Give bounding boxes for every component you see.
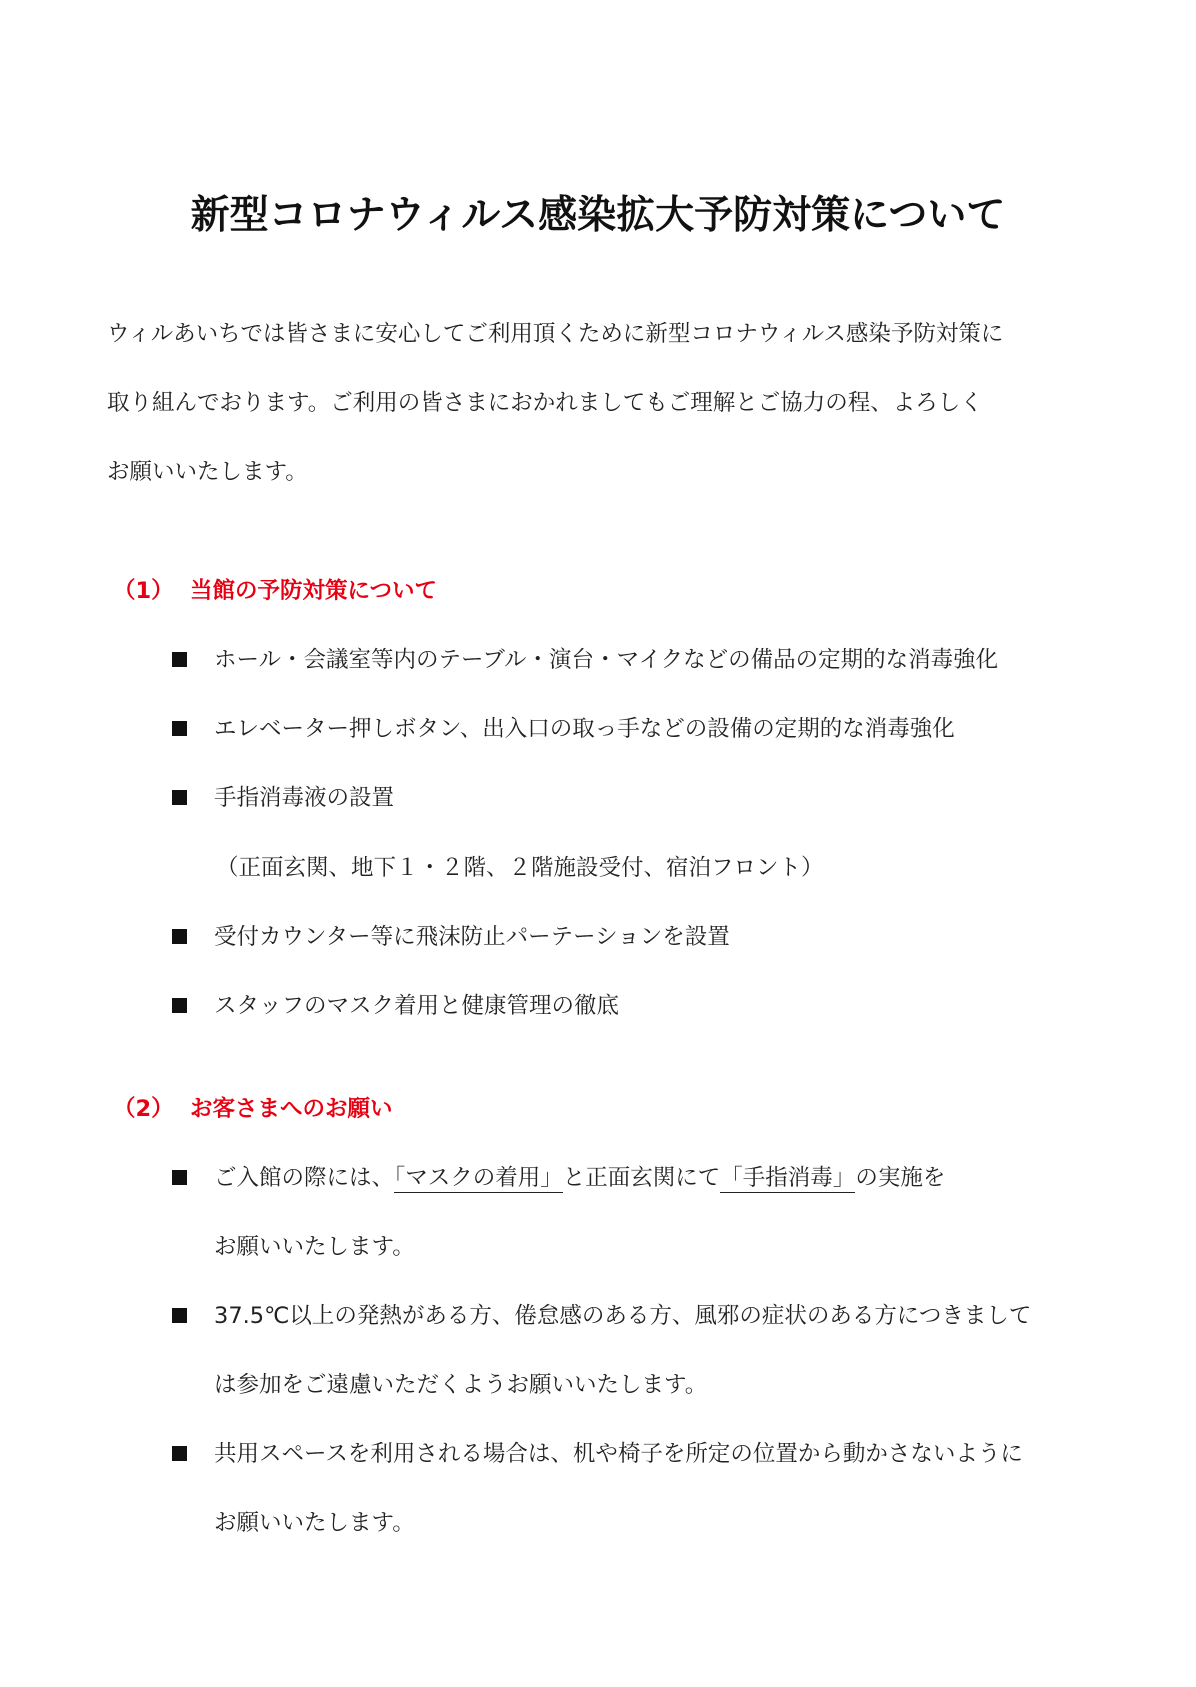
square-bullet-icon [172, 1308, 187, 1323]
intro-line-1: ウィルあいちでは皆さまに安心してご利用頂くために新型コロナウィルス感染予防対策に [107, 321, 1004, 347]
list-item-continuation: お願いいたします。 [214, 1510, 415, 1536]
square-bullet-icon [172, 721, 187, 736]
underlined-mask-text: 「マスクの着用」 [394, 1165, 563, 1191]
square-bullet-icon [172, 652, 187, 667]
section-1-title: 当館の予防対策について [190, 578, 438, 604]
intro-line-2: 取り組んでおります。ご利用の皆さまにおかれましてもご理解とご協力の程、よろしく [107, 390, 983, 416]
section-1-heading [113, 573, 437, 609]
square-bullet-icon [172, 1446, 187, 1461]
underlined-sanitize-text: 「手指消毒」 [720, 1165, 856, 1191]
list-item-note: （正面玄関、地下１・２階、２階施設受付、宿泊フロント） [216, 855, 824, 881]
section-2-heading [113, 1091, 393, 1127]
intro-line-3: お願いいたします。 [107, 459, 308, 485]
square-bullet-icon [172, 1170, 187, 1185]
square-bullet-icon [172, 998, 187, 1013]
section-2-title: お客さまへのお願い [190, 1096, 393, 1122]
square-bullet-icon [172, 790, 187, 805]
document-page: 新型コロナウィルス感染拡大予防対策について ウィルあいちでは皆さまに安心してご利用頂くために新型コロナウィルス感染予防対策に 取り組んでおります。ご利用の皆さまにおかれましてもご理解とご協力の程、よろしく お願いいたします。 （1） 当館の予防対策について ホール・会議室等内のテーブル・演台・マイクなどの備品の定期的な消毒強化 エレベーター押しボタン、出入口の取っ手などの設備の定期的な消毒強化 手指消毒液の設置 （正面玄関、地下１・２階、２階施設受付、宿泊フロント） 受付カウンター等に飛沫防止パーテーションを設置 スタッフのマスク着用と健康管理の徹底 （2） お客さまへのお願い ご入館の際には、「マスクの着用」と正面玄関にて「手指消毒」の実施を お願いいたします。 37.5℃以上の発熱がある方、倦怠感のある方、風邪の症状のある方につきまして は参加をご遠慮いただくようお願いいたします。 共用スペースを利用される場合は、机や椅子を所定の位置から動かさないように お願いいたします。 [0, 0, 1196, 1687]
square-bullet-icon [172, 929, 187, 944]
list-item-continuation: は参加をご遠慮いただくようお願いいたします。 [214, 1372, 708, 1398]
page-title: 新型コロナウィルス感染拡大予防対策について [190, 193, 1006, 238]
list-item-continuation: お願いいたします。 [214, 1234, 415, 1260]
section-1-number: （1） [113, 578, 174, 604]
section-2-number: （2） [113, 1096, 174, 1122]
